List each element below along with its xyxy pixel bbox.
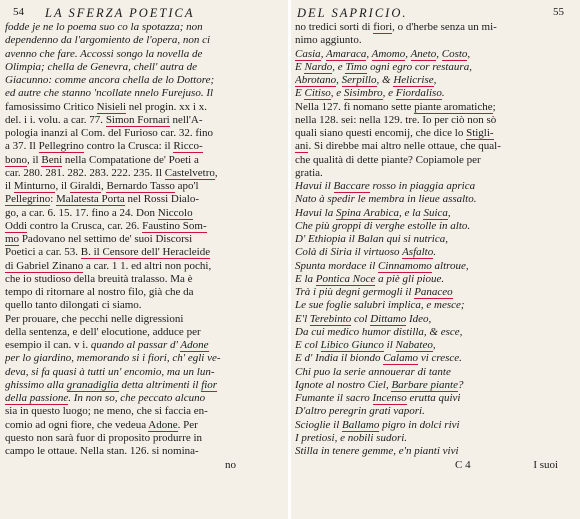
highlighted-term: Serpillo bbox=[341, 74, 377, 86]
text-run: altroue, bbox=[431, 259, 469, 272]
text-run: . Per bbox=[177, 418, 198, 431]
text-run: , bbox=[336, 74, 342, 86]
text-run: . bbox=[433, 246, 436, 259]
text-line bbox=[295, 127, 574, 140]
text-line bbox=[295, 379, 574, 392]
text-run: nimo aggiunto. bbox=[295, 34, 362, 47]
text-line bbox=[295, 352, 574, 365]
text-run: . bbox=[441, 87, 445, 100]
text-line bbox=[295, 326, 574, 339]
text-run: E d' India il biondo bbox=[295, 352, 384, 365]
text-line bbox=[5, 233, 284, 246]
text-run: della sentenza, e dell' elocutione, adduce per bbox=[5, 325, 201, 338]
text-run: gratia. bbox=[295, 166, 323, 179]
highlighted-term: Cinnamomo bbox=[378, 259, 432, 272]
highlighted-term: ani bbox=[295, 140, 309, 153]
text-line bbox=[5, 207, 284, 220]
text-run: . Si direbbe mai altro nelle ottaue, che qual- bbox=[308, 140, 501, 153]
highlighted-term: Citiso bbox=[304, 87, 331, 100]
highlighted-term: Spina Arabica bbox=[335, 206, 399, 219]
highlighted-term: Stigli- bbox=[466, 127, 494, 139]
text-run: , bbox=[447, 206, 451, 219]
highlighted-term: Faustino Som- bbox=[142, 219, 207, 232]
text-run: apo'l bbox=[174, 180, 199, 192]
text-run: Trà i più degni germogli il bbox=[295, 286, 415, 298]
text-run: famosissimo Critico bbox=[5, 100, 97, 113]
highlighted-term: piante aromatiche bbox=[414, 100, 493, 113]
text-run: , bbox=[366, 47, 372, 60]
highlighted-term: Fiordaliso bbox=[395, 87, 442, 100]
text-run: a car. 1 1. ed altri non pochi, bbox=[83, 259, 212, 272]
text-line bbox=[5, 193, 284, 206]
text-run: dependenno da l'argomiento de l'opera, non ci bbox=[5, 34, 211, 47]
text-run: esempio il can. v i. bbox=[5, 339, 91, 351]
highlighted-term: Oddi bbox=[5, 219, 27, 232]
text-run: quello tanto dilongati ci siamo. bbox=[5, 299, 142, 312]
text-line bbox=[5, 313, 284, 326]
text-line bbox=[295, 286, 574, 299]
text-line bbox=[295, 299, 574, 312]
text-line bbox=[5, 114, 284, 127]
highlighted-term: Dittamo bbox=[370, 312, 407, 325]
text-run: . In non so, che peccato alcuno bbox=[68, 392, 206, 404]
text-run: per lo giardino, memorando si i fiori, ch' egli ve- bbox=[5, 352, 221, 365]
right-signature: C 4 bbox=[455, 459, 471, 472]
text-run: no tredici sorti di bbox=[295, 21, 374, 33]
text-run: car. 280. 281. 282. 283. 222. 235. Il bbox=[5, 166, 165, 179]
text-line bbox=[5, 286, 284, 299]
text-line bbox=[295, 21, 574, 34]
highlighted-term: Calamo bbox=[383, 352, 419, 365]
text-run: Spunta mordace il bbox=[295, 259, 378, 272]
highlighted-term: Libico Giunco bbox=[320, 339, 384, 351]
highlighted-term: Nardo bbox=[304, 60, 333, 73]
text-run: , bbox=[320, 47, 326, 60]
text-line bbox=[295, 61, 574, 74]
text-run: col bbox=[351, 312, 371, 325]
text-line bbox=[5, 246, 284, 259]
text-line bbox=[5, 220, 284, 233]
text-line bbox=[295, 74, 574, 87]
text-line bbox=[5, 74, 284, 87]
text-run: Le sue foglie salubri implica, e mesce; bbox=[295, 299, 465, 312]
text-line bbox=[295, 154, 574, 167]
text-line bbox=[295, 140, 574, 153]
text-run: nella Compatatione de' Poeti a bbox=[62, 153, 199, 166]
text-run: il bbox=[5, 180, 14, 192]
text-run: avenno che fare. Accossi songo la novella de bbox=[5, 47, 203, 60]
text-run: campo le ottaue. Nella stan. 126. si nomina- bbox=[5, 445, 199, 457]
text-line bbox=[5, 127, 284, 140]
text-run: E bbox=[295, 87, 305, 100]
left-page-number: 54 bbox=[13, 6, 24, 18]
text-line bbox=[295, 392, 574, 405]
right-catchword: I suoi bbox=[533, 459, 559, 472]
text-run: , bbox=[100, 180, 107, 192]
text-run: che io studioso della breuità tralasso. Ma è bbox=[5, 272, 193, 285]
text-run: E la bbox=[295, 272, 316, 285]
text-line bbox=[5, 48, 284, 61]
text-run: ghissimo alla bbox=[5, 378, 67, 391]
highlighted-term: Timo bbox=[345, 60, 368, 73]
highlighted-term: bono bbox=[5, 153, 27, 166]
text-run: Ideo, bbox=[406, 312, 432, 325]
highlighted-term: Nisieli bbox=[96, 100, 127, 113]
text-line bbox=[5, 180, 284, 193]
text-line bbox=[5, 167, 284, 180]
text-line bbox=[295, 87, 574, 100]
text-run: D'altro peregrin grati vapori. bbox=[295, 405, 425, 418]
text-line bbox=[295, 167, 574, 180]
highlighted-term: Niccolo bbox=[157, 206, 193, 219]
text-run: Olimpia; chella de Genevra, chell' autra de bbox=[5, 60, 198, 73]
text-run: tempo di ritornare al nostro filo, già che da bbox=[5, 286, 194, 298]
highlighted-term: mo bbox=[5, 233, 20, 245]
text-run: Colà di Siria il virtuoso bbox=[295, 246, 403, 259]
highlighted-term: Ballamo bbox=[342, 418, 380, 431]
text-run: D' Ethiopia il Balan qui si nutrica, bbox=[295, 233, 448, 245]
text-line bbox=[295, 207, 574, 220]
highlighted-term: Castelvetro bbox=[164, 166, 215, 179]
text-line bbox=[5, 392, 284, 405]
highlighted-term: fior bbox=[201, 378, 218, 391]
text-run: , & bbox=[376, 74, 394, 86]
text-run: ? bbox=[457, 378, 464, 391]
right-running-head: DEL SAPRICIO. bbox=[297, 6, 408, 20]
text-run: questo non sarà fuor di proposito produrre in bbox=[5, 431, 203, 444]
highlighted-term: Simon Fornari bbox=[105, 113, 170, 126]
highlighted-term: Amomo bbox=[371, 47, 406, 60]
text-line bbox=[5, 34, 284, 47]
highlighted-term: Suica bbox=[423, 206, 448, 219]
text-run: Da cui medico humor distilla, & esce, bbox=[295, 325, 463, 338]
text-run: go, a car. 6. 15. 17. fino a 24. Don bbox=[5, 206, 158, 219]
text-run: Nella 127. fi nomano sette bbox=[295, 100, 415, 113]
text-run: vi cresce. bbox=[418, 352, 462, 365]
text-run: fodde je ne lo poema suo co la spotazza; non bbox=[5, 21, 203, 33]
right-page-body bbox=[295, 21, 574, 458]
text-line bbox=[295, 419, 574, 432]
text-run: Che più groppi di verghe estolle in alto. bbox=[295, 219, 471, 232]
highlighted-term: Baccare bbox=[333, 180, 370, 192]
text-run: nel progin. xx i x. bbox=[126, 100, 207, 113]
highlighted-term: Amaraca bbox=[326, 47, 367, 60]
highlighted-term: Minturno bbox=[13, 180, 56, 192]
text-run: , e bbox=[332, 60, 346, 73]
highlighted-term: Costo bbox=[441, 47, 468, 60]
text-run: , bbox=[436, 47, 442, 60]
highlighted-term: B. il Censore dell' Heracleide bbox=[80, 246, 211, 259]
text-line bbox=[5, 87, 284, 100]
text-run: Stilla in tenere gemme, e'n pianti vivi bbox=[295, 445, 459, 457]
text-line bbox=[5, 101, 284, 114]
text-run: ; bbox=[492, 100, 496, 113]
text-run: , il bbox=[27, 153, 42, 166]
text-line bbox=[5, 445, 284, 458]
text-run: E bbox=[295, 60, 305, 73]
text-line bbox=[295, 313, 574, 326]
text-run: a 37. Il bbox=[5, 140, 39, 153]
text-run: nel Rossi Dialo- bbox=[124, 193, 200, 206]
text-run: quando al passar d' bbox=[90, 339, 181, 351]
highlighted-term: di Gabriel Zinano bbox=[5, 259, 84, 272]
highlighted-term: Giraldi bbox=[69, 180, 101, 192]
highlighted-term: Adone bbox=[180, 339, 209, 351]
text-run: , e la bbox=[399, 206, 424, 219]
text-line bbox=[5, 366, 284, 379]
highlighted-term: Helicrise bbox=[393, 74, 434, 86]
text-line bbox=[5, 21, 284, 34]
highlighted-term: Malatesta Porta bbox=[56, 193, 125, 206]
text-line bbox=[5, 154, 284, 167]
left-page-header bbox=[5, 6, 284, 20]
highlighted-term: Aneto bbox=[410, 47, 437, 60]
text-line bbox=[5, 419, 284, 432]
text-line bbox=[295, 432, 574, 445]
right-page-number: 55 bbox=[553, 6, 564, 18]
highlighted-term: fiori bbox=[373, 21, 393, 33]
highlighted-term: Nabateo bbox=[395, 339, 433, 351]
text-run: Giacunno: comme ancora chella de lo Dottore; bbox=[5, 74, 215, 86]
text-run: Fumante il sacro bbox=[295, 392, 373, 404]
highlighted-term: Panaceo bbox=[414, 286, 453, 298]
text-run: detta altrimenti il bbox=[118, 378, 202, 391]
left-catchword: no bbox=[225, 459, 236, 472]
text-line bbox=[5, 273, 284, 286]
text-run: erutta quivi bbox=[406, 392, 461, 404]
text-run: Scioglie il bbox=[295, 418, 343, 431]
right-page-footer bbox=[295, 458, 574, 472]
text-line bbox=[295, 34, 574, 47]
text-run: Ignote al nostro Ciel, bbox=[295, 378, 392, 391]
text-run: Chi puo la serie annouerar di tante bbox=[295, 365, 451, 378]
text-line bbox=[295, 405, 574, 418]
text-line bbox=[295, 445, 574, 458]
text-run: Havui la bbox=[295, 206, 336, 219]
text-run: Havui il bbox=[295, 180, 334, 192]
left-page-body bbox=[5, 21, 284, 458]
text-run: Per prouare, che pecchi nelle digressioni bbox=[5, 312, 184, 325]
text-line bbox=[295, 48, 574, 61]
text-line bbox=[5, 299, 284, 312]
highlighted-term: Sisimbro bbox=[343, 87, 383, 100]
left-page-footer bbox=[5, 458, 284, 472]
text-run: nell'A- bbox=[169, 113, 203, 126]
text-run: del. i i. volu. a car. 77. bbox=[5, 113, 106, 126]
highlighted-term: Pellegrino bbox=[5, 193, 51, 206]
text-run: sia in questo luogo; ne meno, che si faccia en- bbox=[5, 405, 208, 418]
text-line bbox=[295, 273, 574, 286]
highlighted-term: Pellegrino bbox=[38, 140, 84, 153]
text-run: deva, si fa quasi à tutti un' encomio, ma un lun- bbox=[5, 365, 215, 378]
text-line bbox=[295, 180, 574, 193]
highlighted-term: Ricco- bbox=[173, 140, 203, 153]
text-line bbox=[295, 220, 574, 233]
text-run: E'l bbox=[295, 312, 310, 325]
text-line bbox=[295, 246, 574, 259]
left-running-head: LA SFERZA POETICA bbox=[45, 6, 195, 20]
text-line bbox=[5, 352, 284, 365]
text-run: che qualità di dette piante? Copiamole per bbox=[295, 153, 481, 166]
text-line bbox=[5, 326, 284, 339]
highlighted-term: granadiglia bbox=[66, 378, 119, 391]
text-run: comio ad ogni fiore, che vedeua bbox=[5, 418, 149, 431]
text-run: I pretiosi, e nobili sudori. bbox=[295, 431, 408, 444]
highlighted-term: Bernardo Tasso bbox=[106, 180, 175, 192]
highlighted-term: Adone bbox=[148, 418, 178, 431]
text-line bbox=[295, 233, 574, 246]
highlighted-term: della passione bbox=[5, 392, 69, 404]
highlighted-term: Casia bbox=[295, 47, 321, 60]
text-run: E col bbox=[295, 339, 321, 351]
text-run: , il bbox=[55, 180, 70, 192]
text-line bbox=[295, 193, 574, 206]
text-run: , o d'herbe senza un mi- bbox=[392, 21, 497, 33]
right-page bbox=[291, 0, 580, 519]
highlighted-term: Beni bbox=[41, 153, 63, 166]
text-run: Poetici a car. 53. bbox=[5, 246, 81, 259]
text-line bbox=[295, 339, 574, 352]
text-run: , bbox=[433, 74, 437, 86]
text-run: pigro in dolci rivi bbox=[379, 418, 460, 431]
highlighted-term: Terebinto bbox=[309, 312, 352, 325]
text-line bbox=[5, 61, 284, 74]
highlighted-term: Barbare piante bbox=[391, 378, 458, 391]
text-run: , bbox=[467, 47, 471, 60]
text-line bbox=[5, 405, 284, 418]
highlighted-term: Abrotano bbox=[295, 74, 337, 86]
highlighted-term: Pontica Noce bbox=[315, 272, 376, 285]
text-run: contro la Crusca, car. 26. bbox=[27, 219, 143, 232]
text-line bbox=[5, 140, 284, 153]
text-line bbox=[295, 366, 574, 379]
text-line bbox=[295, 101, 574, 114]
text-run: pologia inanzi al Com. del Furioso car. 32. fino bbox=[5, 127, 214, 139]
text-run: a piè gli pioue. bbox=[375, 272, 445, 285]
text-run: Nato à spedir le membra in lieue assalto. bbox=[295, 193, 477, 206]
text-run: Padovano nel settimo de' suoi Discorsi bbox=[19, 233, 193, 245]
text-line bbox=[5, 379, 284, 392]
left-page bbox=[0, 0, 288, 519]
text-line bbox=[295, 114, 574, 127]
text-run: ed autre che stanno 'ncollate nnelo Furejuso. Il bbox=[5, 87, 214, 100]
text-run: contro la Crusca: il bbox=[83, 140, 174, 153]
text-run: il bbox=[383, 339, 396, 351]
text-run: ogni egro cor restaura, bbox=[367, 60, 472, 73]
text-run: : bbox=[50, 193, 57, 206]
text-line bbox=[5, 432, 284, 445]
highlighted-term: Incenso bbox=[372, 392, 407, 404]
text-run: , bbox=[405, 47, 411, 60]
text-run: , bbox=[214, 166, 218, 179]
text-line bbox=[295, 260, 574, 273]
right-page-header bbox=[295, 6, 574, 20]
text-run: rosso in piaggia aprica bbox=[369, 180, 476, 192]
text-run: nella 128. sei: nella 129. tre. Io per ciò non sò bbox=[295, 113, 497, 126]
highlighted-term: Asfalto bbox=[402, 246, 434, 259]
text-run: quali siano questi encomij, che dice lo bbox=[295, 127, 467, 139]
text-run: , e bbox=[382, 87, 396, 100]
text-line bbox=[5, 260, 284, 273]
text-line bbox=[5, 339, 284, 352]
text-run: , bbox=[432, 339, 436, 351]
text-run: , e bbox=[330, 87, 344, 100]
